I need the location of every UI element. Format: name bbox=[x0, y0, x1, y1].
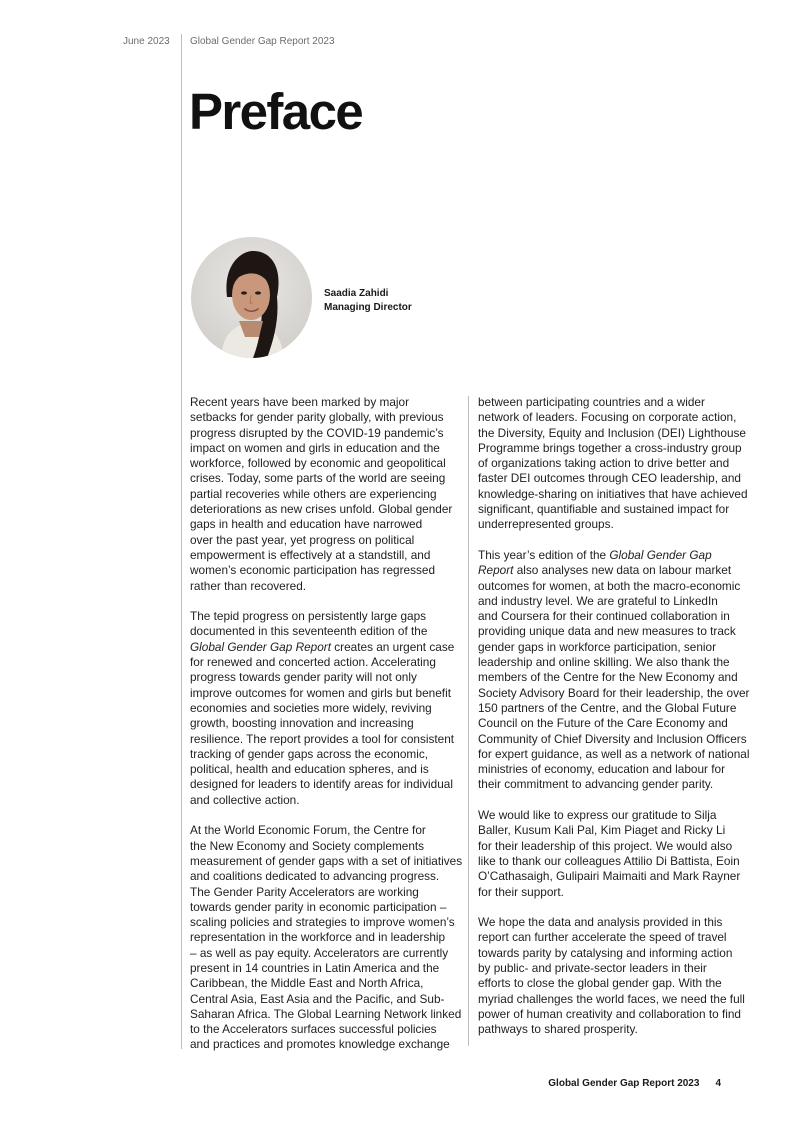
body-line: their commitment to advancing gender parity. bbox=[478, 777, 714, 792]
header-divider bbox=[181, 34, 182, 1049]
body-line: knowledge-sharing on initiatives that have achieved bbox=[478, 486, 748, 501]
body-line: faster DEI outcomes through CEO leadership, and bbox=[478, 471, 741, 486]
body-line: the Diversity, Equity and Inclusion (DEI) Lighthouse bbox=[478, 425, 746, 440]
body-line: O’Cathasaigh, Gulipairi Maimaiti and Mark Rayner bbox=[478, 869, 741, 884]
body-line: economies and societies more widely, reviving bbox=[190, 700, 432, 715]
body-line: significant, quantifiable and sustained impact for bbox=[478, 502, 730, 517]
body-line: scaling policies and strategies to improve women’s bbox=[190, 915, 455, 930]
body-paragraph bbox=[190, 395, 465, 594]
body-line: towards parity by catalysing and informing action bbox=[478, 945, 733, 960]
header-report-title: Global Gender Gap Report 2023 bbox=[190, 36, 335, 47]
body-line: Society Advisory Board for their leadership, the over bbox=[478, 685, 750, 700]
footer-report-title: Global Gender Gap Report 2023 bbox=[548, 1078, 700, 1089]
body-line: power of human creativity and collaboration to find bbox=[478, 1006, 741, 1021]
header-date: June 2023 bbox=[123, 36, 170, 47]
body-line: leadership and online skilling. We also thank the bbox=[478, 655, 730, 670]
body-line: setbacks for gender parity globally, with previous bbox=[190, 410, 444, 425]
portrait-image bbox=[191, 237, 312, 358]
body-line: for renewed and concerted action. Accelerating bbox=[190, 655, 436, 670]
body-line: designed for leaders to identify areas for individual bbox=[190, 777, 453, 792]
body-line: The Gender Parity Accelerators are working bbox=[190, 884, 419, 899]
body-line: deteriorations as new crises unfold. Global gender bbox=[190, 502, 453, 517]
body-line: providing unique data and new measures to track bbox=[478, 624, 736, 639]
body-line: improve outcomes for women and girls but benefit bbox=[190, 685, 451, 700]
body-line: progress disrupted by the COVID-19 pandemic’s bbox=[190, 425, 444, 440]
body-line: efforts to close the global gender gap. With the bbox=[478, 976, 722, 991]
signatory-role: Managing Director bbox=[324, 302, 412, 313]
body-line: present in 14 countries in Latin America and the bbox=[190, 960, 440, 975]
body-line: 150 partners of the Centre, and the Global Future bbox=[478, 700, 737, 715]
body-line: representation in the workforce and in leadership bbox=[190, 930, 446, 945]
body-line: and collective action. bbox=[190, 792, 300, 807]
signatory-name: Saadia Zahidi bbox=[324, 288, 389, 299]
body-line: political, health and education spheres, and is bbox=[190, 762, 429, 777]
body-line: for expert guidance, as well as a network of national bbox=[478, 746, 750, 761]
body-line: towards gender parity in economic participation – bbox=[190, 899, 447, 914]
body-line: by public- and private-sector leaders in their bbox=[478, 960, 707, 975]
body-line: underrepresented groups. bbox=[478, 517, 614, 532]
body-paragraph bbox=[478, 395, 753, 533]
body-line: report can further accelerate the speed of travel bbox=[478, 930, 727, 945]
body-line: rather than recovered. bbox=[190, 578, 307, 593]
body-line: tracking of gender gaps across the economic, bbox=[190, 746, 429, 761]
body-line: progress towards gender parity will not only bbox=[190, 670, 417, 685]
column-divider bbox=[468, 396, 469, 1046]
body-line: like to thank our colleagues Attilio Di Battista, Eoin bbox=[478, 853, 740, 868]
body-line: for their leadership of this project. We would also bbox=[478, 838, 733, 853]
body-line: to the Accelerators surfaces successful policies bbox=[190, 1022, 437, 1037]
column-right bbox=[478, 395, 753, 1053]
body-paragraph bbox=[478, 548, 753, 793]
body-line: resilience. The report provides a tool for consistent bbox=[190, 731, 455, 746]
body-line: Baller, Kusum Kali Pal, Kim Piaget and Ricky Li bbox=[478, 823, 726, 838]
body-line: and Coursera for their continued collaboration in bbox=[478, 609, 730, 624]
body-line: between participating countries and a wider bbox=[478, 395, 705, 409]
body-line: Council on the Future of the Care Economy and bbox=[478, 716, 728, 731]
body-line: crises. Today, some parts of the world are seeing bbox=[190, 471, 446, 486]
body-line: At the World Economic Forum, the Centre for bbox=[190, 823, 426, 838]
body-line: of organizations taking action to drive better and bbox=[478, 456, 730, 471]
footer bbox=[548, 1078, 721, 1089]
body-line: for their support. bbox=[478, 884, 564, 899]
body-line: the New Economy and Society complements bbox=[190, 838, 425, 853]
body-line: network of leaders. Focusing on corporate action, bbox=[478, 410, 737, 425]
body-line: pathways to shared prosperity. bbox=[478, 1022, 638, 1037]
body-line: women’s economic participation has regressed bbox=[190, 563, 436, 578]
body-line: impact on women and girls in education and the bbox=[190, 440, 440, 455]
body-line: Caribbean, the Middle East and North Africa, bbox=[190, 976, 424, 991]
body-line: Recent years have been marked by major bbox=[190, 395, 410, 409]
body-line: – as well as pay equity. Accelerators are currently bbox=[190, 945, 449, 960]
body-line: documented in this seventeenth edition of the bbox=[190, 624, 428, 639]
body-line: ministries of economy, education and labour for bbox=[478, 762, 725, 777]
body-line: members of the Centre for the New Economy and bbox=[478, 670, 738, 685]
body-line: measurement of gender gaps with a set of initiatives bbox=[190, 853, 463, 868]
body-paragraph bbox=[478, 915, 753, 1037]
column-left bbox=[190, 395, 465, 1068]
body-line: We hope the data and analysis provided in this bbox=[478, 915, 723, 930]
body-paragraph bbox=[190, 823, 465, 1052]
body-line: partial recoveries while others are experiencing bbox=[190, 486, 437, 501]
body-line: and practices and promotes knowledge exchange bbox=[190, 1037, 450, 1052]
body-paragraph bbox=[190, 609, 465, 808]
body-line: gaps in health and education have narrowed bbox=[190, 517, 423, 532]
body-line: Community of Chief Diversity and Inclusion Officers bbox=[478, 731, 747, 746]
body-line: empowerment is effectively at a standstill, and bbox=[190, 547, 431, 562]
body-line: Programme brings together a cross-industry group bbox=[478, 440, 742, 455]
body-line: Report also analyses new data on labour market bbox=[478, 563, 732, 578]
body-line: We would like to express our gratitude to Silja bbox=[478, 808, 717, 823]
signatory bbox=[324, 287, 412, 315]
portrait-photo bbox=[191, 237, 312, 358]
body-line: This year’s edition of the Global Gender Gap bbox=[478, 547, 712, 562]
body-paragraph bbox=[478, 808, 753, 900]
body-line: Global Gender Gap Report creates an urgent case bbox=[190, 639, 455, 654]
body-line: myriad challenges the world faces, we need the full bbox=[478, 991, 745, 1006]
body-line: gender gaps in workforce participation, senior bbox=[478, 639, 717, 654]
body-line: Central Asia, East Asia and the Pacific, and Sub- bbox=[190, 991, 445, 1006]
body-line: growth, boosting innovation and increasing bbox=[190, 716, 414, 731]
page-title: Preface bbox=[189, 83, 363, 140]
body-line: and industry level. We are grateful to LinkedIn bbox=[478, 593, 718, 608]
body-line: and coalitions dedicated to advancing progress. bbox=[190, 869, 440, 884]
body-line: The tepid progress on persistently large gaps bbox=[190, 609, 427, 624]
body-line: Saharan Africa. The Global Learning Network linked bbox=[190, 1006, 462, 1021]
page-number: 4 bbox=[715, 1078, 721, 1089]
body-line: outcomes for women, at both the macro-economic bbox=[478, 578, 741, 593]
body-line: workforce, followed by economic and geopolitical bbox=[190, 456, 446, 471]
body-line: over the past year, yet progress on political bbox=[190, 532, 415, 547]
